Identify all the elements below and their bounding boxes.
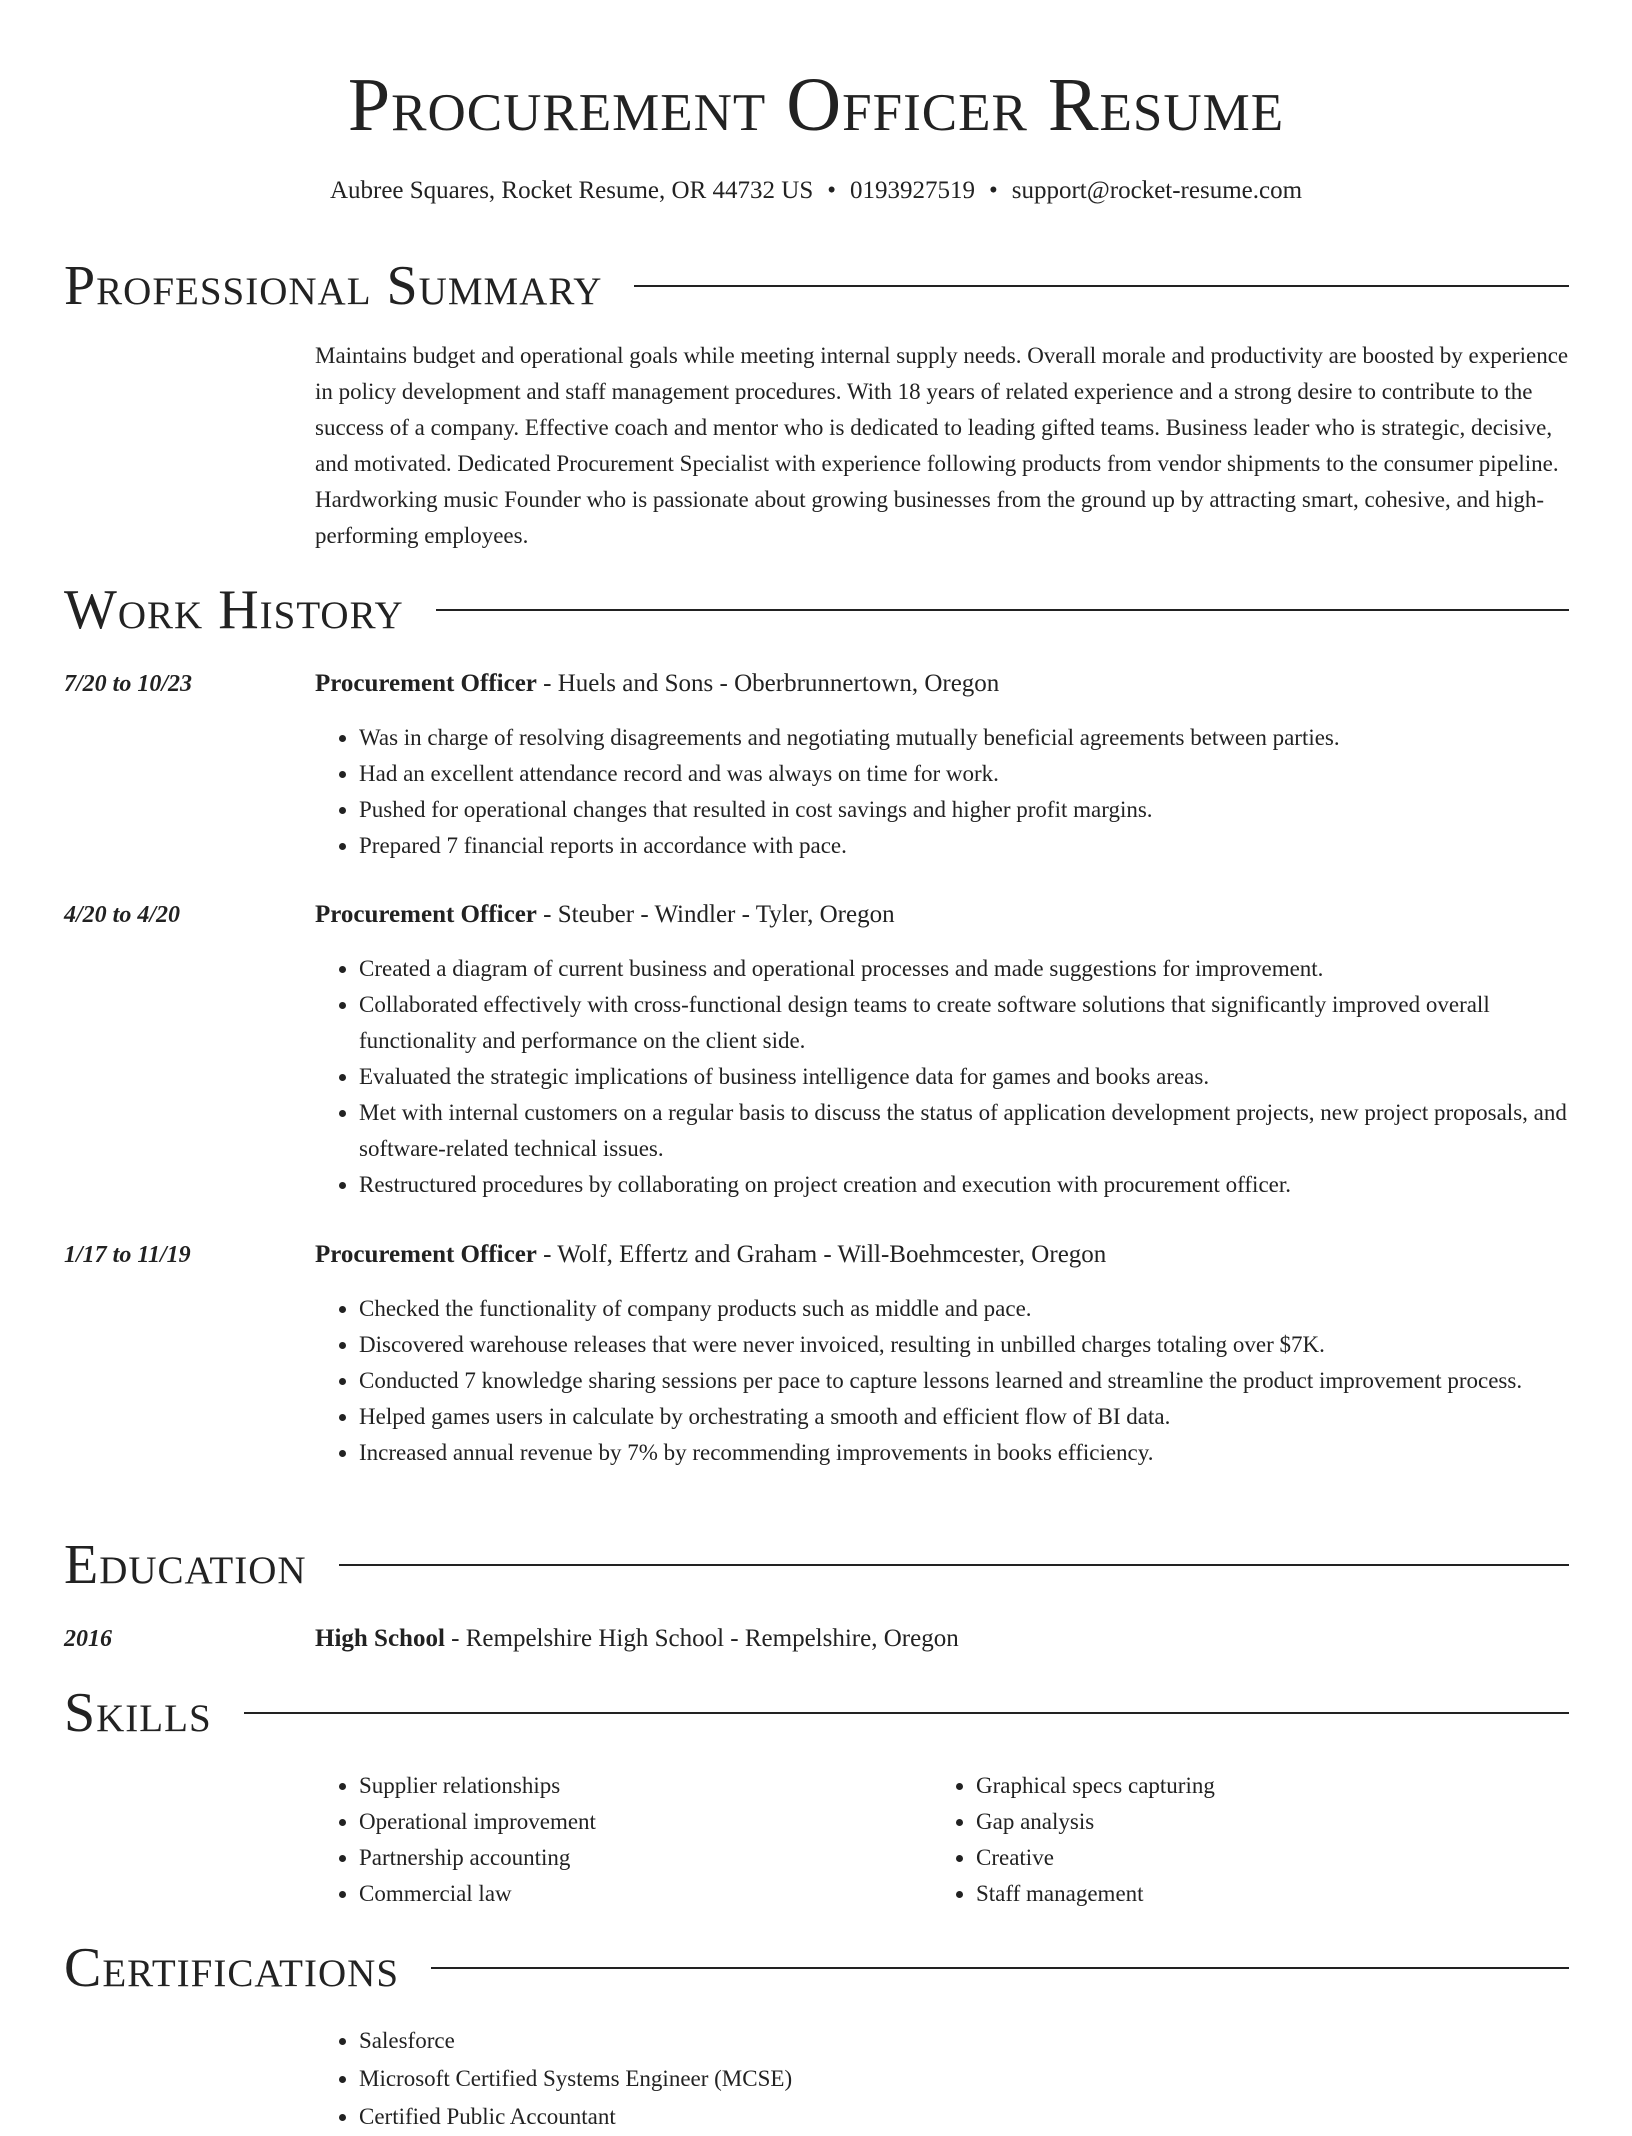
certification-item: • Microsoft Certified Systems Engineer (MCSE) — [359, 2060, 1570, 2098]
job-bullet: • Conducted 7 knowledge sharing sessions per pace to capture lessons learned and streamline the product improvement process. — [359, 1363, 1570, 1399]
job-role: Procurement Officer — [315, 670, 537, 697]
job-role: Procurement Officer — [315, 1241, 537, 1268]
education-line — [315, 1621, 1570, 1657]
section-title-summary: Professional Summary — [64, 255, 603, 317]
education-details: - Rempelshire High School - Rempelshire, Oregon — [444, 1625, 959, 1652]
section-title-skills: Skills — [64, 1682, 212, 1744]
contact-line — [0, 174, 1632, 208]
section-divider — [431, 1967, 1569, 1969]
job-bullet: • Created a diagram of current business and operational processes and made suggestions for improvement. — [359, 951, 1570, 987]
job-dates: 4/20 to 4/20 — [64, 902, 181, 928]
job-details: - Steuber - Windler - Tyler, Oregon — [536, 901, 895, 928]
section-title-education: Education — [64, 1534, 307, 1596]
job-bullet: • Was in charge of resolving disagreements and negotiating mutually beneficial agreements between parties. — [359, 720, 1570, 756]
job-bullet: • Checked the functionality of company products such as middle and pace. — [359, 1291, 1570, 1327]
certification-item: • Certified Public Accountant — [359, 2098, 1570, 2136]
skill-item: • Supplier relationships — [359, 1768, 875, 1804]
skills-list-left — [315, 1768, 875, 1912]
section-divider — [436, 609, 1569, 611]
job-bullet: • Evaluated the strategic implications of business intelligence data for games and books areas. — [359, 1059, 1570, 1095]
job-bullet: • Discovered warehouse releases that were never invoiced, resulting in unbilled charges totaling over $7K. — [359, 1327, 1570, 1363]
section-title-certifications: Certifications — [64, 1937, 400, 1999]
certifications-list — [315, 2022, 1570, 2136]
contact-separator: • — [827, 177, 836, 204]
job-bullets — [315, 1291, 1570, 1471]
contact-phone: 0193927519 — [849, 177, 975, 204]
summary-text: Maintains budget and operational goals while meeting internal supply needs. Overall morale and productivity are boosted by experience in policy development and staff management procedures. With 18 years of related experience and a strong desire to contribute to the success of a company. Effective coach and mentor who is dedicated to leading gifted teams. Business leader who is strategic, decisive, and motivated. Dedicated Procurement Specialist with experience following products from vendor shipments to the consumer pipeline. Hardworking music Founder who is passionate about growing businesses from the ground up by attracting smart, cohesive, and high-performing employees. — [315, 343, 1569, 548]
job-dates: 1/17 to 11/19 — [64, 1242, 191, 1268]
section-divider — [244, 1712, 1569, 1714]
skill-item: • Gap analysis — [976, 1804, 1492, 1840]
job-bullets — [315, 951, 1570, 1203]
job-title-line — [315, 1237, 1570, 1273]
job-bullet: • Had an excellent attendance record and was always on time for work. — [359, 756, 1570, 792]
section-divider — [339, 1564, 1569, 1566]
certification-item: • Salesforce — [359, 2022, 1570, 2060]
job-title-line — [315, 897, 1570, 933]
section-header-work — [64, 578, 1569, 642]
skill-item: • Operational improvement — [359, 1804, 875, 1840]
skill-item: • Partnership accounting — [359, 1840, 875, 1876]
section-title-work: Work History — [64, 579, 404, 641]
job-bullet: • Collaborated effectively with cross-functional design teams to create software solutions that significantly improved overall functionality and performance on the client side. — [359, 987, 1570, 1059]
education-degree: High School — [315, 1625, 445, 1652]
resume-title: Procurement Officer Resume — [347, 63, 1285, 147]
section-header-skills — [64, 1681, 1569, 1745]
skill-item: • Commercial law — [359, 1876, 875, 1912]
job-bullet: • Increased annual revenue by 7% by recommending improvements in books efficiency. — [359, 1435, 1570, 1471]
skill-item: • Creative — [976, 1840, 1492, 1876]
job-role: Procurement Officer — [315, 901, 537, 928]
contact-address: Aubree Squares, Rocket Resume, OR 44732 US — [329, 177, 814, 204]
education-year: 2016 — [64, 1626, 112, 1652]
section-header-education — [64, 1533, 1569, 1597]
job-bullet: • Pushed for operational changes that resulted in cost savings and higher profit margins. — [359, 792, 1570, 828]
job-bullets — [315, 720, 1570, 864]
skills-list-right — [932, 1768, 1492, 1912]
job-bullet: • Restructured procedures by collaborating on project creation and execution with procurement officer. — [359, 1167, 1570, 1203]
skill-item: • Graphical specs capturing — [976, 1768, 1492, 1804]
job-title-line — [315, 666, 1570, 702]
job-details: - Huels and Sons - Oberbrunnertown, Oregon — [536, 670, 1000, 697]
contact-separator: • — [988, 177, 998, 204]
job-bullet: • Met with internal customers on a regular basis to discuss the status of application development projects, new project proposals, and software-related technical issues. — [359, 1095, 1570, 1167]
job-bullet: • Prepared 7 financial reports in accordance with pace. — [359, 828, 1570, 864]
section-divider — [634, 285, 1569, 287]
job-dates: 7/20 to 10/23 — [64, 671, 193, 697]
section-header-certifications — [64, 1936, 1569, 2000]
skill-item: • Staff management — [976, 1876, 1492, 1912]
job-bullet: • Helped games users in calculate by orchestrating a smooth and efficient flow of BI data. — [359, 1399, 1570, 1435]
section-header-summary — [64, 254, 1569, 318]
contact-email: support@rocket-resume.com — [1011, 177, 1303, 204]
job-details: - Wolf, Effertz and Graham - Will-Boehmcester, Oregon — [536, 1241, 1107, 1268]
